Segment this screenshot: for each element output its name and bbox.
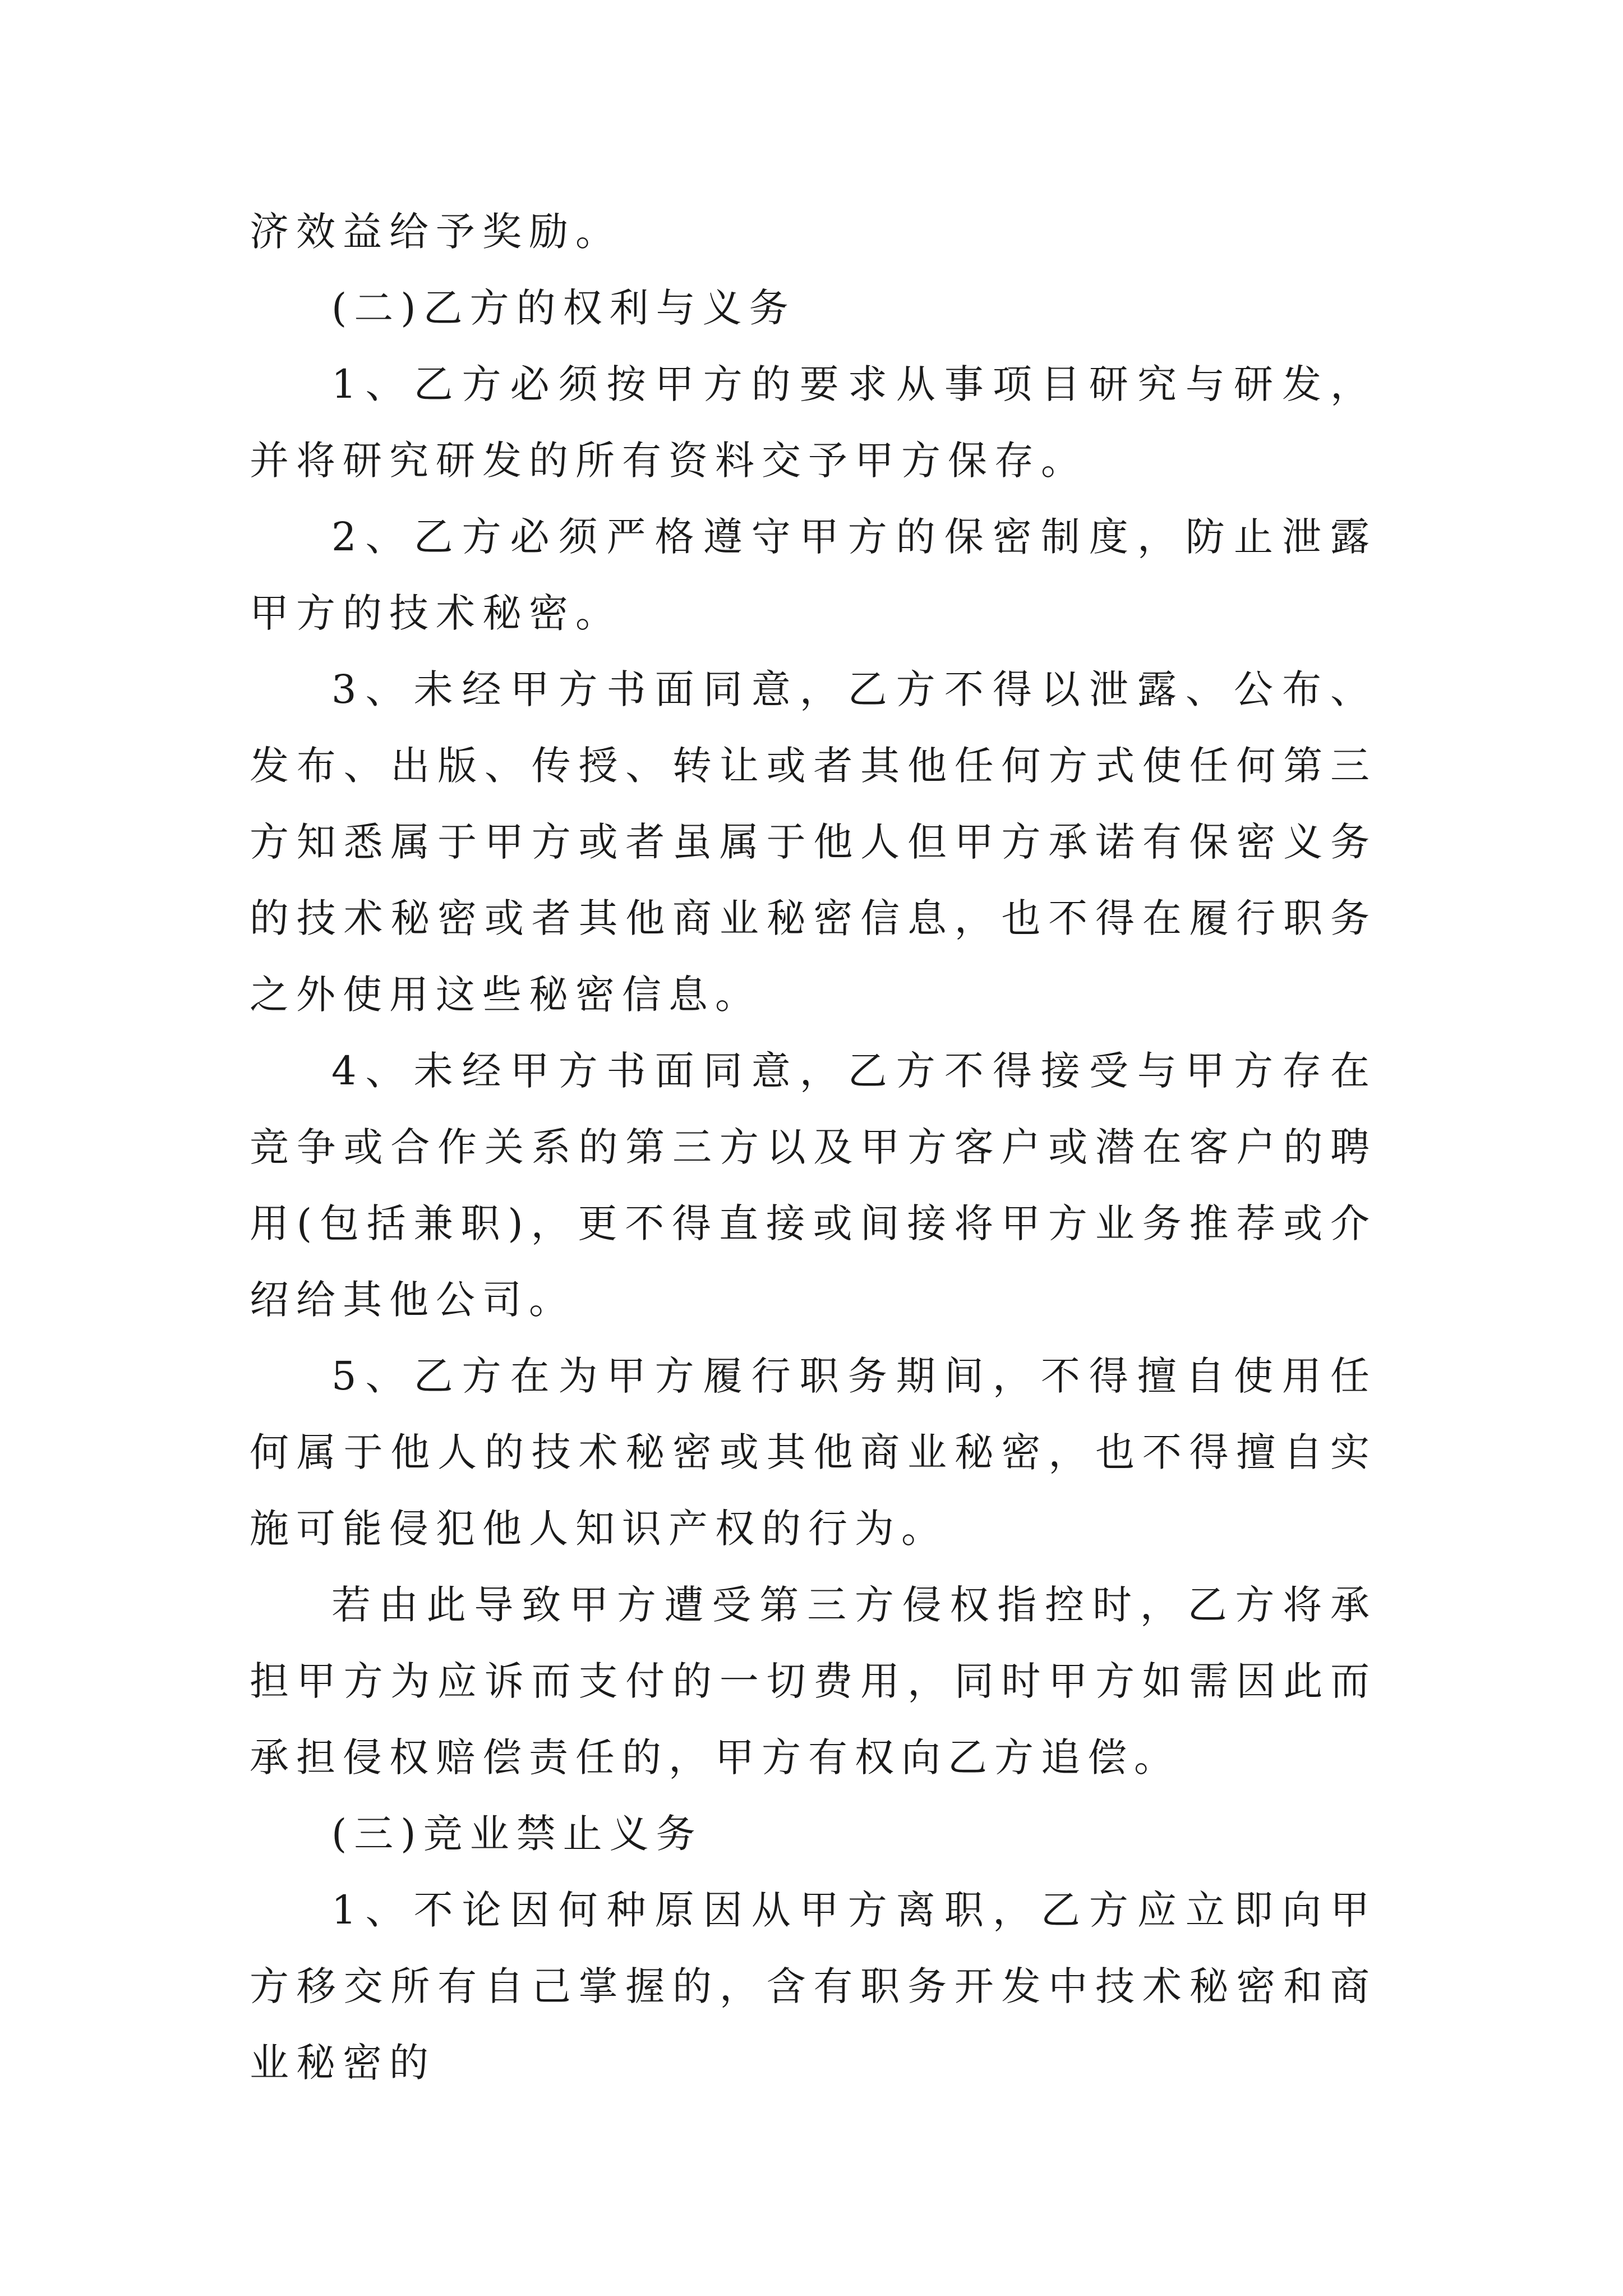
paragraph: 若由此导致甲方遭受第三方侵权指控时，乙方将承担甲方为应诉而支付的一切费用，同时甲方如需因此而承担侵权赔偿责任的，甲方有权向乙方追偿。	[250, 1582, 1377, 1780]
paragraph: 4、未经甲方书面同意，乙方不得接受与甲方存在竞争或合作关系的第三方以及甲方客户或潜在客户的聘用(包括兼职)，更不得直接或间接将甲方业务推荐或介绍给其他公司。	[250, 1048, 1377, 1323]
section-heading-rights-obligations: (二)乙方的权利与义务	[331, 285, 796, 331]
paragraph: 1、不论因何种原因从甲方离职，乙方应立即向甲方移交所有自己掌握的，含有职务开发中技术秘密和商业秘密的	[250, 1887, 1377, 2086]
paragraph: 1、乙方必须按甲方的要求从事项目研究与研发，并将研究研发的所有资料交予甲方保存。	[250, 361, 1377, 484]
paragraph: 3、未经甲方书面同意，乙方不得以泄露、公布、发布、出版、传授、转让或者其他任何方式使任何第三方知悉属于甲方或者虽属于他人但甲方承诺有保密义务的技术秘密或者其他商业秘密信息，也不得在履行职务之外使用这些秘密信息。	[250, 666, 1377, 1018]
document-body	[250, 194, 1377, 2101]
paragraph: 5、乙方在为甲方履行职务期间，不得擅自使用任何属于他人的技术秘密或其他商业秘密，也不得擅自实施可能侵犯他人知识产权的行为。	[250, 1353, 1377, 1552]
paragraph: 2、乙方必须严格遵守甲方的保密制度，防止泄露甲方的技术秘密。	[250, 514, 1377, 636]
paragraph: 济效益给予奖励。	[250, 209, 622, 255]
section-heading-non-compete: (三)竞业禁止义务	[331, 1811, 703, 1857]
